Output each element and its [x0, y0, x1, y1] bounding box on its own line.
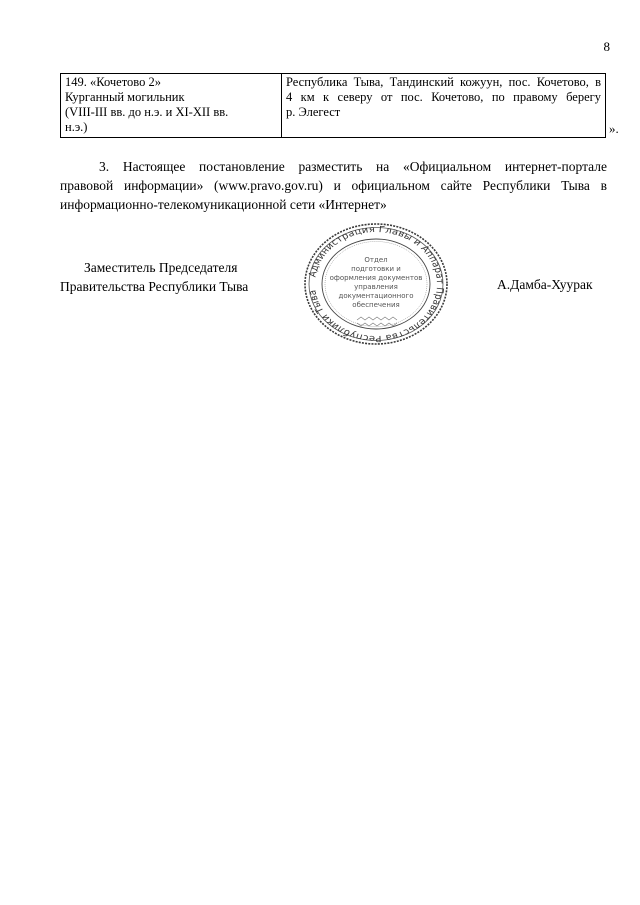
closing-quote: ».: [609, 121, 619, 136]
table-row: [61, 74, 606, 138]
monument-name-line: Курганный могильник: [65, 90, 185, 104]
paragraph-line: информационно-телекомуникационной сети «Интернет»: [60, 197, 387, 212]
stamp-center-line: Отдел: [364, 256, 388, 264]
monument-name-line: (VIII-III вв. до н.э. и XI-XII вв.: [65, 105, 229, 119]
monument-location-cell: [282, 74, 606, 138]
location-line: 4 км к северу от пос. Кочетово, по правому берегу: [286, 90, 601, 104]
stamp-ornament: [357, 317, 397, 326]
publication-paragraph: [60, 157, 607, 214]
official-seal-stamp: [301, 222, 451, 346]
signatory-title: [60, 258, 248, 296]
paragraph-line: правовой информации» (www.pravo.gov.ru) и официальном сайте Республики Тыва в: [60, 178, 607, 193]
paragraph-line: 3. Настоящее постановление разместить на «Официальном интернет-портале: [99, 159, 607, 174]
stamp-center-line: документационного: [338, 292, 414, 300]
stamp-ring-text: Администрация Главы и Аппарат Правительства Республики Тыва: [306, 224, 446, 344]
location-line: Республика Тыва, Тандинский кожуун, пос. Кочетово, в: [286, 75, 601, 89]
location-line: р. Элегест: [286, 105, 341, 119]
signer-name: А.Дамба-Хуурак: [497, 277, 593, 292]
monument-name-line: 149. «Кочетово 2»: [65, 75, 161, 89]
stamp-center-line: управления: [354, 283, 398, 291]
monument-name-cell: [61, 74, 282, 138]
stamp-center-line: обеспечения: [352, 301, 400, 309]
stamp-center-line: оформления документов: [329, 274, 423, 282]
stamp-center-line: подготовки и: [351, 265, 401, 273]
page-number: 8: [603, 39, 610, 54]
signatory-title-line: Правительства Республики Тыва: [60, 279, 249, 294]
monuments-table: [60, 73, 606, 138]
signatory-title-line: Заместитель Председателя: [84, 260, 238, 275]
monument-name-line: н.э.): [65, 120, 88, 134]
